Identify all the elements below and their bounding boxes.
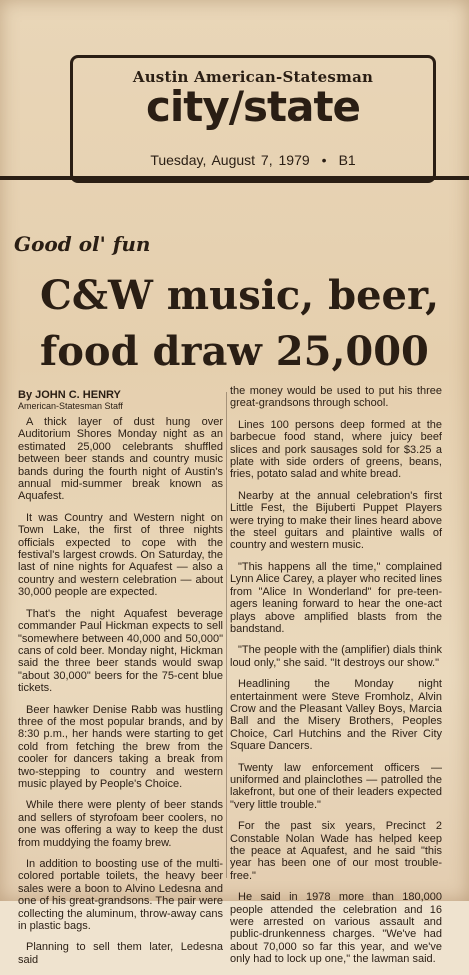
column-divider bbox=[226, 392, 227, 878]
byline: By JOHN C. HENRY bbox=[18, 389, 121, 401]
separator-bullet: • bbox=[321, 152, 327, 168]
masthead-rule bbox=[0, 176, 469, 180]
paragraph: It was Country and Western night on Town Lake, the first of three nights officials expected to cope with the festival's largest crowds. On Saturday, the last of nine nights for Aquafest — also a country and western celebration — about 30,000 people are expected. bbox=[18, 511, 223, 599]
paragraph: the money would be used to put his three great-grandsons through school. bbox=[230, 385, 442, 410]
publication-date: Tuesday, August 7, 1979 bbox=[150, 152, 310, 168]
paragraph: Beer hawker Denise Rabb was hustling three of the most popular brands, and by 8:30 p.m., her hands were starting to get cold from fetching the brew from the cooler for dancers taking a break from two-stepping to country and western music played by People's Choice. bbox=[18, 703, 223, 790]
paragraph: He said in 1978 more than 180,000 people attended the celebration and 16 were arrested on various assault and public-drunkenness charges. "We've had about 70,000 so far this year, and we've only had to lock up one," the lawman said. bbox=[230, 891, 442, 966]
paragraph: Nearby at the annual celebration's first Little Fest, the Bijuberti Puppet Players were trying to make their lines heard above the steel guitars and plaintive walls of country and western music. bbox=[230, 489, 442, 552]
newspaper-name: Austin American-Statesman bbox=[132, 68, 374, 86]
headline-line-1: C&W music, beer, bbox=[40, 272, 440, 319]
paragraph: In addition to boosting use of the multi-colored portable toilets, the heavy beer sales were a boon to Alvino Ledesna and one of his great-grandsons. The pair were collecting the aluminum, throw-away cans in plastic bags. bbox=[18, 858, 223, 933]
dateline bbox=[73, 152, 433, 168]
paragraph: Planning to sell them later, Ledesna said bbox=[18, 941, 223, 966]
paragraph: "The people with the (amplifier) dials think loud only," she said. "It destroys our show." bbox=[230, 644, 442, 669]
headline bbox=[40, 268, 460, 380]
article-column-1 bbox=[18, 416, 223, 975]
byline-affiliation: American-Statesman Staff bbox=[18, 401, 123, 411]
page-number: B1 bbox=[338, 152, 356, 168]
paragraph: While there were plenty of beer stands and sellers of styrofoam beer coolers, no one was offering a way to keep the dust from muddying the foamy brew. bbox=[18, 799, 223, 849]
paragraph: Headlining the Monday night entertainment were Steve Fromholz, Alvin Crow and the Pleasant Valley Boys, Marcia Ball and the Misery Brothers, Peoples Choice, Carl Hutchins and the River City Square Dancers. bbox=[230, 678, 442, 753]
paragraph: A thick layer of dust hung over Auditorium Shores Monday night as an estimated 25,000 celebrants shuffled between beer stands and country music bands during the fourth night of Austin's annual mid-summer break known as Aquafest. bbox=[18, 416, 223, 503]
paragraph: For the past six years, Precinct 2 Constable Nolan Wade has helped keep the peace at Aquafest, and he said "this year has been one of our most trouble-free." bbox=[230, 820, 442, 882]
paragraph: "This happens all the time," complained Lynn Alice Carey, a player who recited lines from "Alice In Wonderland" for pre-teen-agers leaning forward to hear the one-act plays above amplified blasts from the bandstand. bbox=[230, 560, 442, 635]
article-column-2 bbox=[230, 385, 442, 975]
headline-line-2: food draw 25,000 bbox=[40, 328, 429, 375]
section-title: city/state bbox=[145, 82, 361, 131]
kicker: Good ol' fun bbox=[14, 232, 151, 256]
paragraph: Twenty law enforcement officers — uniformed and plainclothes — patrolled the lakefront, but one of their leaders expected "very little trouble." bbox=[230, 761, 442, 811]
paragraph: Lines 100 persons deep formed at the barbecue food stand, where juicy beef slices and pork sausages sold for $3.25 a plate with side orders of greens, beans, fries, potato salad and white bread. bbox=[230, 418, 442, 481]
masthead-box bbox=[70, 55, 436, 183]
paragraph: That's the night Aquafest beverage commander Paul Hickman expects to sell "somewhere between 40,000 and 50,000" cans of cold beer. Monday night, Hickman said the three beer stands would swap "about 30,000" beers for the 75-cent blue tickets. bbox=[18, 607, 223, 695]
